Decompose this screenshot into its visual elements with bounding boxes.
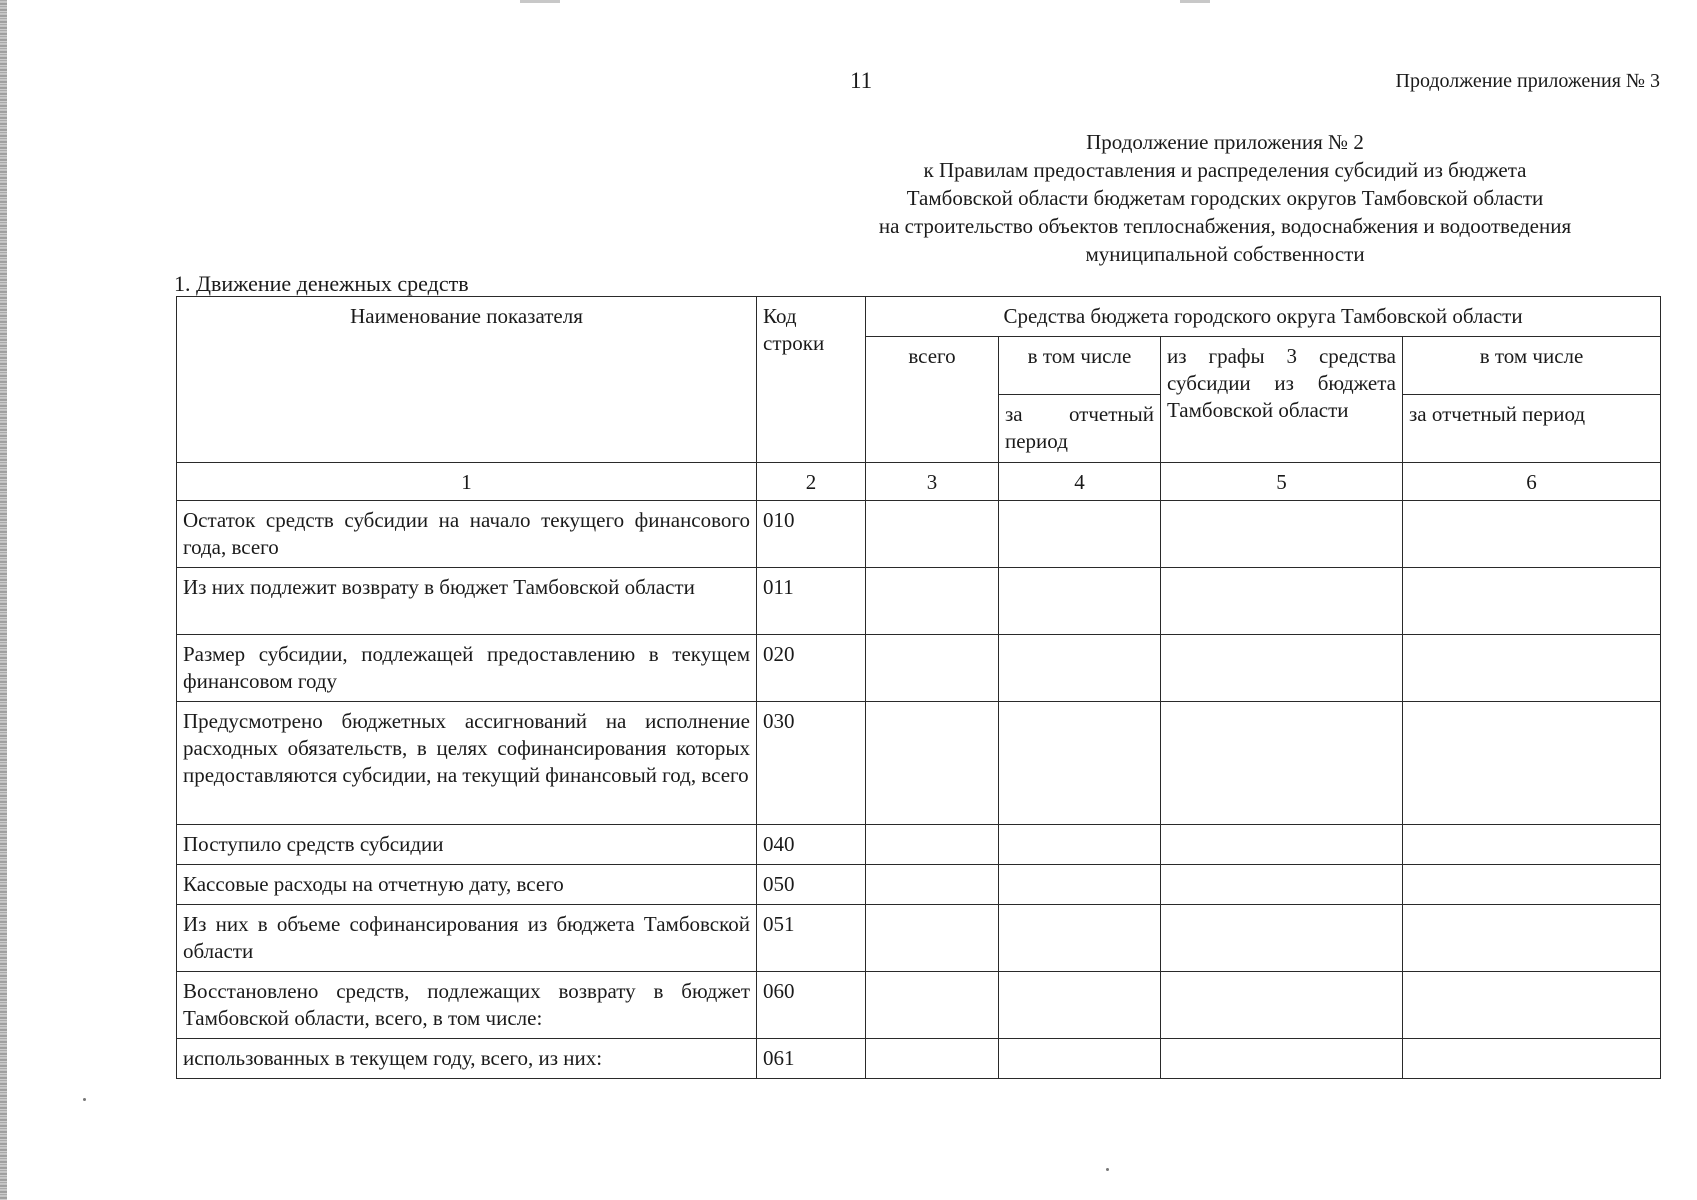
data-cell [1161, 825, 1403, 865]
column-number: 6 [1403, 463, 1661, 501]
row-name: Из них подлежит возврату в бюджет Тамбовской области [177, 568, 757, 635]
row-code: 060 [757, 972, 866, 1039]
data-cell [1161, 1039, 1403, 1079]
data-cell [1403, 825, 1661, 865]
table-row [177, 905, 1661, 972]
table-row [177, 702, 1661, 825]
data-cell [866, 825, 999, 865]
table-row [177, 501, 1661, 568]
header-code: Код строки [757, 297, 866, 463]
row-name: Поступило средств субсидии [177, 825, 757, 865]
header-reporting-period-2: за отчетный период [1403, 395, 1661, 463]
row-code: 010 [757, 501, 866, 568]
row-code: 050 [757, 865, 866, 905]
data-cell [866, 905, 999, 972]
data-cell [1403, 905, 1661, 972]
header-including-1: в том числе [999, 337, 1161, 395]
data-cell [1161, 865, 1403, 905]
data-cell [1403, 972, 1661, 1039]
header-including-2: в том числе [1403, 337, 1661, 395]
appendix-header [820, 128, 1630, 268]
appendix-line: к Правилам предоставления и распределения субсидий из бюджета [923, 158, 1527, 182]
data-cell [1161, 635, 1403, 702]
row-code: 020 [757, 635, 866, 702]
scan-speck [83, 1098, 86, 1101]
column-number-row [177, 463, 1661, 501]
table-row [177, 1039, 1661, 1079]
data-cell [1161, 905, 1403, 972]
column-number: 5 [1161, 463, 1403, 501]
row-name: использованных в текущем году, всего, из них: [177, 1039, 757, 1079]
row-name: Предусмотрено бюджетных ассигнований на исполнение расходных обязательств, в целях софинансирования которых предоставляются субсидии, на текущий финансовый год, всего [177, 702, 757, 825]
header-total: всего [866, 337, 999, 463]
table-row [177, 568, 1661, 635]
header-budget-group: Средства бюджета городского округа Тамбовской области [866, 297, 1661, 337]
section-title: 1. Движение денежных средств [174, 271, 469, 296]
table-row [177, 865, 1661, 905]
table-row [177, 972, 1661, 1039]
column-number: 1 [177, 463, 757, 501]
row-name: Кассовые расходы на отчетную дату, всего [177, 865, 757, 905]
cash-flow-table [176, 296, 1661, 1079]
data-cell [866, 702, 999, 825]
row-code: 011 [757, 568, 866, 635]
scan-speck [1180, 0, 1210, 3]
appendix-line: Продолжение приложения № 2 [1086, 130, 1364, 154]
data-cell [1403, 635, 1661, 702]
row-name: Остаток средств субсидии на начало текущего финансового года, всего [177, 501, 757, 568]
data-cell [866, 501, 999, 568]
data-cell [1403, 702, 1661, 825]
header-row [177, 297, 1661, 337]
page-number: 11 [850, 68, 873, 93]
data-cell [999, 825, 1161, 865]
data-cell [1403, 865, 1661, 905]
data-cell [999, 972, 1161, 1039]
data-cell [866, 568, 999, 635]
scan-speck [520, 0, 560, 3]
data-cell [999, 1039, 1161, 1079]
table-row [177, 825, 1661, 865]
header-name: Наименование показателя [177, 297, 757, 463]
data-cell [866, 865, 999, 905]
data-cell [866, 1039, 999, 1079]
data-cell [1161, 501, 1403, 568]
row-code: 061 [757, 1039, 866, 1079]
data-cell [1403, 501, 1661, 568]
data-cell [1403, 1039, 1661, 1079]
row-name: Из них в объеме софинансирования из бюджета Тамбовской области [177, 905, 757, 972]
data-cell [866, 635, 999, 702]
row-code: 051 [757, 905, 866, 972]
data-cell [999, 501, 1161, 568]
column-number: 4 [999, 463, 1161, 501]
column-number: 2 [757, 463, 866, 501]
data-cell [999, 865, 1161, 905]
appendix-line: Тамбовской области бюджетам городских округов Тамбовской области [906, 186, 1544, 210]
row-name: Восстановлено средств, подлежащих возврату в бюджет Тамбовской области, всего, в том числе: [177, 972, 757, 1039]
table-row [177, 635, 1661, 702]
scan-speck [1106, 1168, 1109, 1171]
data-cell [1403, 568, 1661, 635]
data-cell [1161, 702, 1403, 825]
data-cell [866, 972, 999, 1039]
header-reporting-period-1: за отчетный период [999, 395, 1161, 463]
data-cell [999, 905, 1161, 972]
continuation-note: Продолжение приложения № 3 [1395, 70, 1660, 92]
row-name: Размер субсидии, подлежащей предоставлению в текущем финансовом году [177, 635, 757, 702]
row-code: 030 [757, 702, 866, 825]
data-cell [999, 702, 1161, 825]
data-cell [999, 635, 1161, 702]
appendix-line: на строительство объектов теплоснабжения, водоснабжения и водоотведения [878, 214, 1572, 238]
column-number: 3 [866, 463, 999, 501]
row-code: 040 [757, 825, 866, 865]
appendix-line: муниципальной собственности [1085, 242, 1365, 266]
data-cell [1161, 568, 1403, 635]
data-cell [1161, 972, 1403, 1039]
scan-edge-artifact [0, 0, 7, 1200]
header-from-col3: из графы 3 средства субсидии из бюджета Тамбовской области [1161, 337, 1403, 463]
data-cell [999, 568, 1161, 635]
